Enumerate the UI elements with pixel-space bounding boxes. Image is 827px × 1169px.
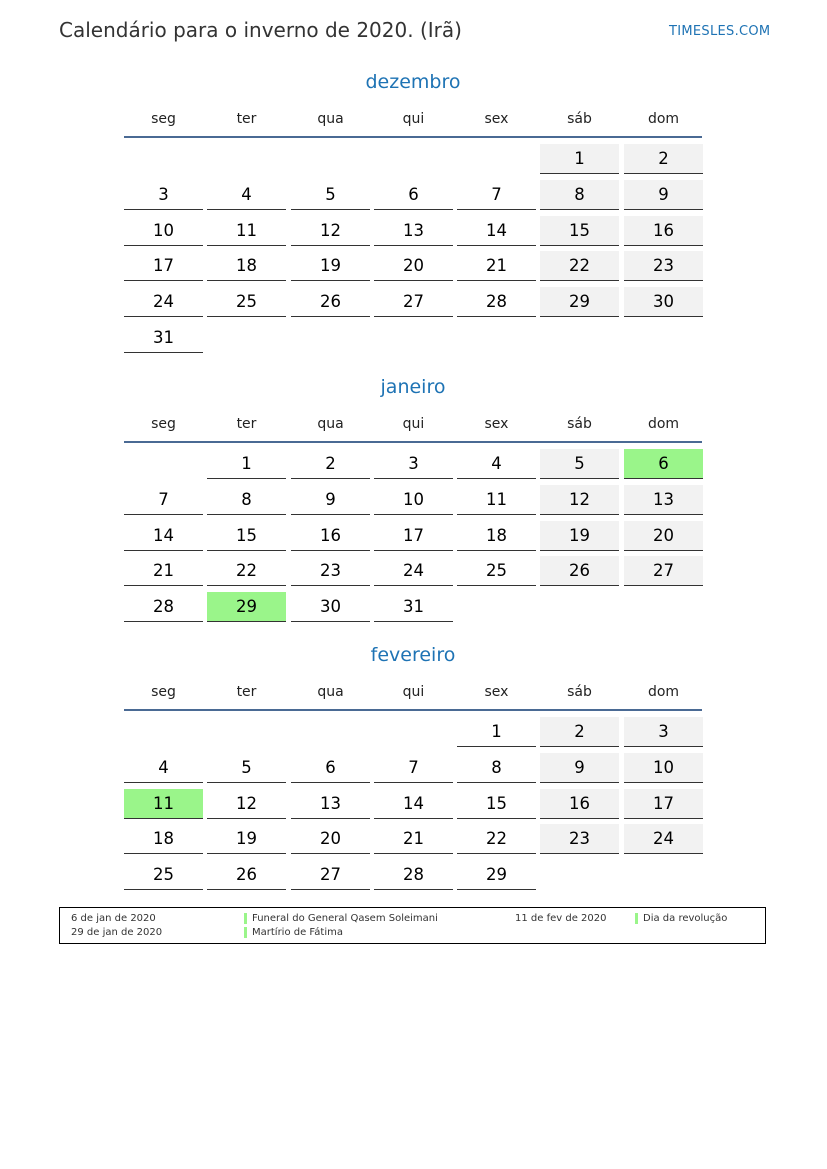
day-cell[interactable]: 3 (124, 180, 203, 210)
day-cell[interactable]: 25 (457, 556, 536, 586)
day-cell[interactable]: 20 (374, 251, 453, 281)
holiday-day-cell[interactable]: 11 (124, 789, 203, 819)
day-cell[interactable]: 13 (624, 485, 703, 515)
weekday-header: qui (402, 416, 425, 432)
day-cell[interactable]: 5 (540, 449, 619, 479)
day-cell[interactable]: 14 (374, 789, 453, 819)
day-cell[interactable]: 21 (124, 556, 203, 586)
day-cell[interactable]: 6 (374, 180, 453, 210)
day-cell[interactable]: 2 (624, 144, 703, 174)
weekday-header: sáb (567, 684, 592, 700)
day-cell[interactable]: 7 (374, 753, 453, 783)
day-cell[interactable]: 28 (124, 592, 203, 622)
day-cell[interactable]: 15 (207, 521, 286, 551)
header-rule (124, 136, 702, 138)
month-title: dezembro (365, 71, 461, 93)
weekday-header: ter (236, 684, 257, 700)
day-cell[interactable]: 24 (624, 824, 703, 854)
day-cell[interactable]: 1 (540, 144, 619, 174)
day-cell[interactable]: 10 (624, 753, 703, 783)
day-cell[interactable]: 13 (374, 216, 453, 246)
day-cell[interactable]: 9 (540, 753, 619, 783)
day-cell[interactable]: 22 (540, 251, 619, 281)
day-cell[interactable]: 9 (624, 180, 703, 210)
day-cell[interactable]: 14 (457, 216, 536, 246)
weekday-header: sáb (567, 416, 592, 432)
day-cell[interactable]: 24 (124, 287, 203, 317)
day-cell[interactable]: 6 (291, 753, 370, 783)
day-cell[interactable]: 4 (207, 180, 286, 210)
day-cell[interactable]: 17 (624, 789, 703, 819)
weekday-header: dom (647, 684, 680, 700)
day-cell[interactable]: 27 (374, 287, 453, 317)
day-cell[interactable]: 17 (374, 521, 453, 551)
weekday-header: seg (151, 111, 176, 127)
day-cell[interactable]: 19 (540, 521, 619, 551)
day-cell[interactable]: 8 (207, 485, 286, 515)
day-cell[interactable]: 11 (207, 216, 286, 246)
day-cell[interactable]: 1 (207, 449, 286, 479)
month-title: fevereiro (370, 644, 456, 666)
day-cell[interactable]: 9 (291, 485, 370, 515)
day-cell[interactable]: 19 (291, 251, 370, 281)
month-title: janeiro (380, 376, 446, 398)
day-cell[interactable]: 27 (624, 556, 703, 586)
day-cell[interactable]: 29 (457, 860, 536, 890)
holiday-day-cell[interactable]: 6 (624, 449, 703, 479)
weekday-header: qua (317, 416, 344, 432)
weekday-header: qua (317, 684, 344, 700)
day-cell[interactable]: 14 (124, 521, 203, 551)
legend-event: Dia da revolução (643, 913, 728, 924)
legend-marker (635, 913, 638, 924)
day-cell[interactable]: 5 (291, 180, 370, 210)
day-cell[interactable]: 3 (374, 449, 453, 479)
day-cell[interactable]: 29 (540, 287, 619, 317)
weekday-header: seg (151, 684, 176, 700)
day-cell[interactable]: 4 (124, 753, 203, 783)
weekday-header: qui (402, 111, 425, 127)
day-cell[interactable]: 2 (540, 717, 619, 747)
weekday-header: qua (317, 111, 344, 127)
day-cell[interactable]: 3 (624, 717, 703, 747)
site-link[interactable]: TIMESLES.COM (669, 24, 771, 39)
holiday-day-cell[interactable]: 29 (207, 592, 286, 622)
legend-marker (244, 913, 247, 924)
day-cell[interactable]: 15 (457, 789, 536, 819)
weekday-header: sex (484, 684, 509, 700)
day-cell[interactable]: 10 (374, 485, 453, 515)
day-cell[interactable]: 24 (374, 556, 453, 586)
weekday-header: sex (484, 416, 509, 432)
day-cell[interactable]: 12 (207, 789, 286, 819)
day-cell[interactable]: 26 (540, 556, 619, 586)
weekday-header: qui (402, 684, 425, 700)
day-cell[interactable]: 31 (124, 323, 203, 353)
day-cell[interactable]: 12 (291, 216, 370, 246)
day-cell[interactable]: 11 (457, 485, 536, 515)
day-cell[interactable]: 16 (624, 216, 703, 246)
day-cell[interactable]: 28 (374, 860, 453, 890)
legend-date: 29 de jan de 2020 (71, 927, 163, 938)
weekday-header: seg (151, 416, 176, 432)
header-rule (124, 709, 702, 711)
day-cell[interactable]: 2 (291, 449, 370, 479)
day-cell[interactable]: 28 (457, 287, 536, 317)
weekday-header: sáb (567, 111, 592, 127)
legend-date: 11 de fev de 2020 (515, 913, 607, 924)
weekday-header: dom (647, 111, 680, 127)
day-cell[interactable]: 27 (291, 860, 370, 890)
weekday-header: ter (236, 416, 257, 432)
day-cell[interactable]: 18 (457, 521, 536, 551)
day-cell[interactable]: 21 (457, 251, 536, 281)
weekday-header: dom (647, 416, 680, 432)
day-cell[interactable]: 19 (207, 824, 286, 854)
holiday-legend (59, 907, 766, 944)
header-rule (124, 441, 702, 443)
day-cell[interactable]: 13 (291, 789, 370, 819)
weekday-header: sex (484, 111, 509, 127)
day-cell[interactable]: 23 (291, 556, 370, 586)
day-cell[interactable]: 30 (291, 592, 370, 622)
legend-event: Funeral do General Qasem Soleimani (252, 913, 438, 924)
day-cell[interactable]: 4 (457, 449, 536, 479)
day-cell[interactable]: 23 (540, 824, 619, 854)
page-title: Calendário para o inverno de 2020. (Irã) (59, 18, 462, 42)
day-cell[interactable]: 10 (124, 216, 203, 246)
day-cell[interactable]: 25 (124, 860, 203, 890)
legend-marker (244, 927, 247, 938)
day-cell[interactable]: 26 (207, 860, 286, 890)
day-cell[interactable]: 7 (457, 180, 536, 210)
day-cell[interactable]: 12 (540, 485, 619, 515)
weekday-header: ter (236, 111, 257, 127)
day-cell[interactable]: 7 (124, 485, 203, 515)
legend-date: 6 de jan de 2020 (71, 913, 156, 924)
day-cell[interactable]: 8 (457, 753, 536, 783)
day-cell[interactable]: 31 (374, 592, 453, 622)
day-cell[interactable]: 17 (124, 251, 203, 281)
day-cell[interactable]: 20 (624, 521, 703, 551)
day-cell[interactable]: 25 (207, 287, 286, 317)
day-cell[interactable]: 22 (457, 824, 536, 854)
day-cell[interactable]: 18 (124, 824, 203, 854)
day-cell[interactable]: 20 (291, 824, 370, 854)
day-cell[interactable]: 16 (291, 521, 370, 551)
day-cell[interactable]: 5 (207, 753, 286, 783)
day-cell[interactable]: 23 (624, 251, 703, 281)
legend-event: Martírio de Fátima (252, 927, 343, 938)
day-cell[interactable]: 21 (374, 824, 453, 854)
day-cell[interactable]: 16 (540, 789, 619, 819)
day-cell[interactable]: 1 (457, 717, 536, 747)
day-cell[interactable]: 8 (540, 180, 619, 210)
day-cell[interactable]: 15 (540, 216, 619, 246)
day-cell[interactable]: 26 (291, 287, 370, 317)
day-cell[interactable]: 22 (207, 556, 286, 586)
day-cell[interactable]: 18 (207, 251, 286, 281)
day-cell[interactable]: 30 (624, 287, 703, 317)
